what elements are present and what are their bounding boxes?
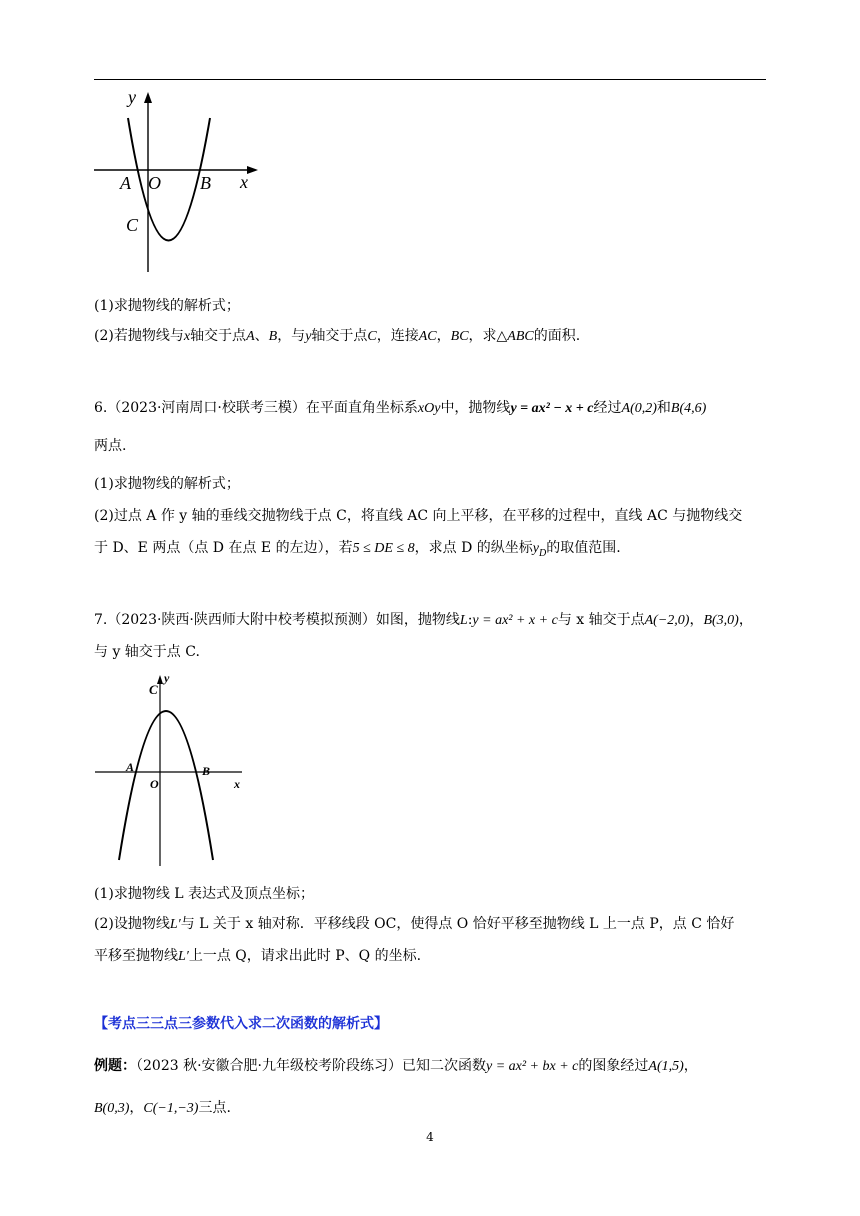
text: （2023 秋·安徽合肥·九年级校考阶段练习）已知二次函数 bbox=[136, 1058, 486, 1074]
text: 中，抛物线 bbox=[440, 400, 511, 416]
parabola-curve bbox=[128, 118, 210, 241]
text: ，连接 bbox=[376, 328, 419, 344]
parabola-curve bbox=[119, 711, 213, 860]
text: 上一点 Q，请求出此时 P、Q 的坐标. bbox=[188, 948, 422, 964]
section-heading: 【考点三三点三参数代入求二次函数的解析式】 bbox=[94, 1016, 388, 1032]
math-triangle-abc: △ABC bbox=[496, 329, 534, 344]
text: 与 L 关于 x 轴对称．平移线段 OC，使得点 O 恰好平移至抛物线 L 上一点 P，点 C 恰好 bbox=[180, 916, 735, 932]
text: ， bbox=[738, 612, 753, 628]
text: ，求 bbox=[468, 328, 497, 344]
text: 平移至抛物线 bbox=[94, 948, 178, 964]
text: 轴交于点 bbox=[190, 328, 247, 344]
text: (2)设抛物线 bbox=[94, 916, 170, 932]
label-x: x bbox=[234, 777, 240, 791]
y-axis-arrow-icon bbox=[144, 92, 152, 103]
math-xoy: xOy bbox=[417, 401, 441, 416]
example-line-1 bbox=[94, 1056, 698, 1077]
label-c: C bbox=[149, 682, 158, 697]
math-point-a: A(−2,0) bbox=[644, 613, 690, 628]
text: ，求点 D 的纵坐标 bbox=[414, 540, 533, 556]
label-o: O bbox=[150, 777, 159, 791]
text: 和 bbox=[656, 400, 671, 416]
text: : bbox=[467, 612, 473, 628]
label-o: O bbox=[148, 173, 161, 193]
text: 的取值范围. bbox=[546, 540, 621, 556]
q5-part-1: (1)求抛物线的解析式； bbox=[94, 298, 240, 314]
math-y: y bbox=[532, 541, 539, 556]
q6-part-1: (1)求抛物线的解析式； bbox=[94, 476, 240, 492]
parabola-figure-2 bbox=[92, 670, 252, 868]
q7-part-1: (1)求抛物线 L 表达式及顶点坐标； bbox=[94, 886, 315, 902]
label-x: x bbox=[240, 172, 248, 192]
text: (2)若抛物线与 bbox=[94, 328, 184, 344]
y-axis-arrow-icon bbox=[157, 675, 163, 684]
math-equation: y = ax² + x + c bbox=[472, 613, 558, 628]
math-point-a: A(0,2) bbox=[621, 401, 657, 416]
math-c: C bbox=[367, 329, 377, 344]
text: ，与 bbox=[277, 328, 306, 344]
text: 6.（2023·河南周口·校联考三模）在平面直角坐标系 bbox=[94, 400, 418, 416]
label-a: A bbox=[120, 173, 131, 193]
q7-stem-line-2: 与 y 轴交于点 C. bbox=[94, 644, 200, 660]
math-point-c: C(−1,−3) bbox=[143, 1101, 199, 1116]
label-b: B bbox=[200, 173, 211, 193]
math-b: B bbox=[268, 329, 278, 344]
math-l: L bbox=[459, 613, 468, 628]
q7-stem bbox=[94, 610, 753, 631]
math-equation: y = ax² + bx + c bbox=[485, 1059, 579, 1074]
math-inequality: 5 ≤ DE ≤ 8 bbox=[352, 541, 415, 556]
text: 7.（2023·陕西·陕西师大附中校考模拟预测）如图，抛物线 bbox=[94, 612, 460, 628]
text: 轴交于点 bbox=[311, 328, 368, 344]
math-equation: y = ax² − x + c bbox=[510, 401, 594, 416]
header-rule bbox=[94, 79, 766, 80]
q6-stem-line-2: 两点. bbox=[94, 438, 127, 454]
q7-part-2-line-1 bbox=[94, 914, 734, 935]
math-ac: AC bbox=[418, 329, 437, 344]
label-b: B bbox=[202, 764, 211, 778]
math-l-prime: L′ bbox=[169, 917, 181, 932]
example-line-2 bbox=[94, 1098, 231, 1119]
math-point-b: B(0,3) bbox=[94, 1101, 130, 1116]
text: 、 bbox=[254, 328, 269, 344]
math-point-b: B(3,0) bbox=[703, 613, 739, 628]
parabola-figure-1 bbox=[92, 88, 262, 280]
math-y: y bbox=[305, 329, 312, 344]
q6-stem bbox=[94, 398, 706, 419]
text: ， bbox=[689, 612, 704, 628]
page-number: 4 bbox=[426, 1130, 434, 1144]
text: 于 D、E 两点（点 D 在点 E 的左边），若 bbox=[94, 540, 353, 556]
text: ， bbox=[683, 1058, 698, 1074]
label-y: y bbox=[164, 671, 170, 685]
math-l-prime: L′ bbox=[178, 949, 189, 964]
q6-part-2-line-1: (2)过点 A 作 y 轴的垂线交抛物线于点 C，将直线 AC 向上平移，在平移的过程中，直线 AC 与抛物线交 bbox=[94, 508, 743, 524]
text: 经过 bbox=[593, 400, 622, 416]
example-label: 例题： bbox=[94, 1058, 136, 1074]
q7-part-2-line-2 bbox=[94, 946, 421, 967]
text: 的面积. bbox=[533, 328, 581, 344]
text: 与 x 轴交于点 bbox=[557, 612, 645, 628]
x-axis-arrow-icon bbox=[247, 166, 258, 174]
text: ， bbox=[436, 328, 451, 344]
text: 的图象经过 bbox=[578, 1058, 649, 1074]
math-a: A bbox=[246, 329, 255, 344]
q5-part-2 bbox=[94, 326, 580, 347]
q6-part-2-line-2 bbox=[94, 538, 621, 564]
math-bc: BC bbox=[450, 329, 469, 344]
math-point-b: B(4,6) bbox=[670, 401, 707, 416]
math-point-a: A(1,5) bbox=[648, 1059, 684, 1074]
math-x: x bbox=[183, 329, 191, 344]
label-c: C bbox=[126, 215, 139, 235]
text: ， bbox=[129, 1100, 144, 1116]
math-subscript-d: D bbox=[538, 547, 547, 559]
label-y: y bbox=[128, 88, 136, 107]
label-a: A bbox=[126, 760, 135, 774]
text: 三点. bbox=[198, 1100, 231, 1116]
